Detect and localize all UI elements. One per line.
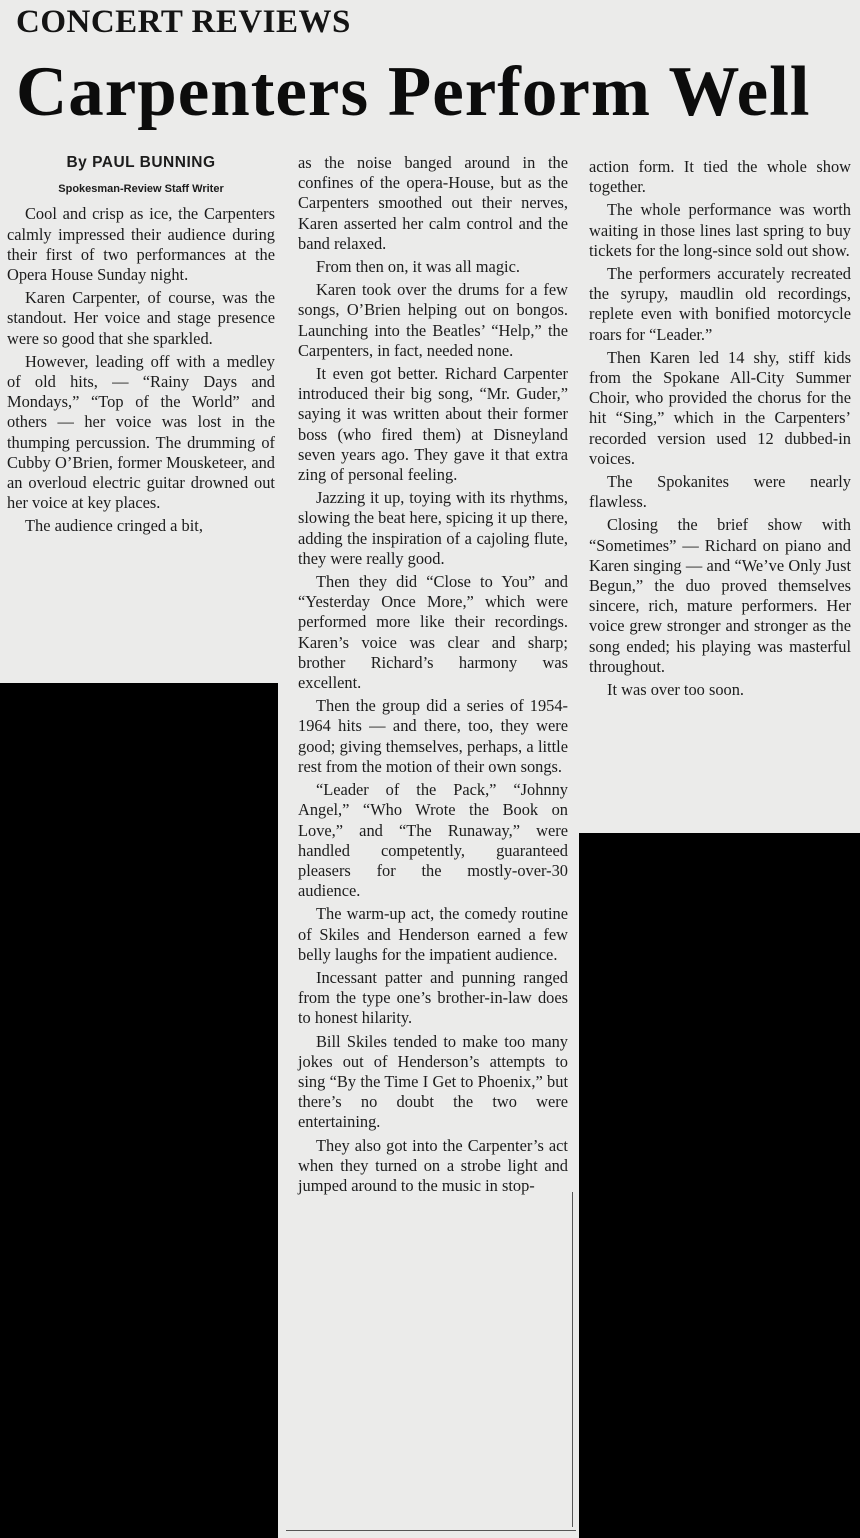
column-1 [7, 153, 275, 540]
paragraph: The warm-up act, the comedy routine of Skiles and Henderson earned a few belly laughs for the impatient audience. [298, 904, 568, 964]
column-3 [589, 157, 851, 703]
paragraph: Karen took over the drums for a few songs, O’Brien helping out on bongos. Launching into the Beatles’ “Help,” the Carpenters, in fact, needed none. [298, 280, 568, 360]
paragraph: Incessant patter and punning ranged from the type one’s brother-in-law does to honest hilarity. [298, 967, 568, 1028]
paragraph-continued: as the noise banged around in the confines of the opera-House, but as the Carpenters smoothed out their nerves, Karen asserted her calm control and the band relaxed. [298, 153, 568, 253]
paragraph: They also got into the Carpenter’s act when they turned on a strobe light and jumped around to the music in stop- [298, 1135, 568, 1195]
paragraph: Bill Skiles tended to make too many jokes out of Henderson’s attempts to sing “By the Time I Get to Phoenix,” but there’s no doubt the two were entertaining. [298, 1031, 568, 1132]
paragraph: Closing the brief show with “Sometimes” — Richard on piano and Karen singing — and “We’ve Only Just Begun,” the duo proved themselves sincere, rich, mature performers. Her voice grew stronger and stronger as the song ended; his playing was masterful throughout. [589, 515, 851, 676]
paragraph: The Spokanites were nearly flawless. [589, 472, 851, 512]
byline: By PAUL BUNNING [66, 154, 216, 171]
paragraph: The whole performance was worth waiting in those lines last spring to buy tickets for the long-since sold out show. [589, 200, 851, 260]
paragraph: It even got better. Richard Carpenter introduced their big song, “Mr. Guder,” saying it was written about their former boss (who fired them) at Disneyland seven years ago. They gave it that extra zing of personal feeling. [298, 364, 568, 485]
paragraph: The performers accurately recreated the syrupy, maudlin old recordings, replete even with bonified motorcycle roars for “Leader.” [589, 264, 851, 344]
column-rule-vertical [572, 1192, 573, 1527]
paragraph: Then the group did a series of 1954-1964 hits — and there, too, they were good; giving themselves, perhaps, a little rest from the motion of their own songs. [298, 696, 568, 776]
headline: Carpenters Perform Well [16, 53, 811, 131]
paragraph: Then they did “Close to You” and “Yesterday Once More,” which were performed more like their recordings. Karen’s voice was clear and sharp; brother Richard’s harmony was excellent. [298, 572, 568, 693]
column-rule-horizontal [286, 1530, 576, 1531]
paragraph: Karen Carpenter, of course, was the standout. Her voice and stage presence were so good that she sparkled. [7, 288, 275, 348]
paragraph: From then on, it was all magic. [316, 257, 520, 277]
paragraph-continued: action form. It tied the whole show together. [589, 157, 851, 197]
paragraph: Cool and crisp as ice, the Carpenters calmly impressed their audience during their first of two performances at the Opera House Sunday night. [7, 204, 275, 285]
staff-credit: Spokesman-Review Staff Writer [58, 183, 224, 196]
paragraph: Jazzing it up, toying with its rhythms, slowing the beat here, spicing it up there, adding the inspiration of a cajoling flute, they were really good. [298, 488, 568, 568]
clipping-right-column [579, 683, 860, 833]
paragraph: However, leading off with a medley of old hits, — “Rainy Days and Mondays,” “Top of the World” and others — her voice was lost in the thumping percussion. The drumming of Cubby O’Brien, former Mousketeer, and an overloud electric guitar drowned out her voice at key places. [7, 351, 275, 513]
column-2 [298, 153, 568, 1199]
paragraph: “Leader of the Pack,” “Johnny Angel,” “Who Wrote the Book on Love,” and “The Runaway,” were handled competently, guaranteed pleasers for the mostly-over-30 audience. [298, 780, 568, 901]
paragraph: It was over too soon. [607, 680, 745, 700]
paragraph: Then Karen led 14 shy, stiff kids from the Spokane All-City Summer Choir, who provided the chorus for the hit “Sing,” which in the Carpenters’ recorded version used 12 dubbed-in voices. [589, 347, 851, 468]
section-kicker: CONCERT REVIEWS [16, 4, 351, 40]
paragraph: The audience cringed a bit, [25, 516, 203, 536]
